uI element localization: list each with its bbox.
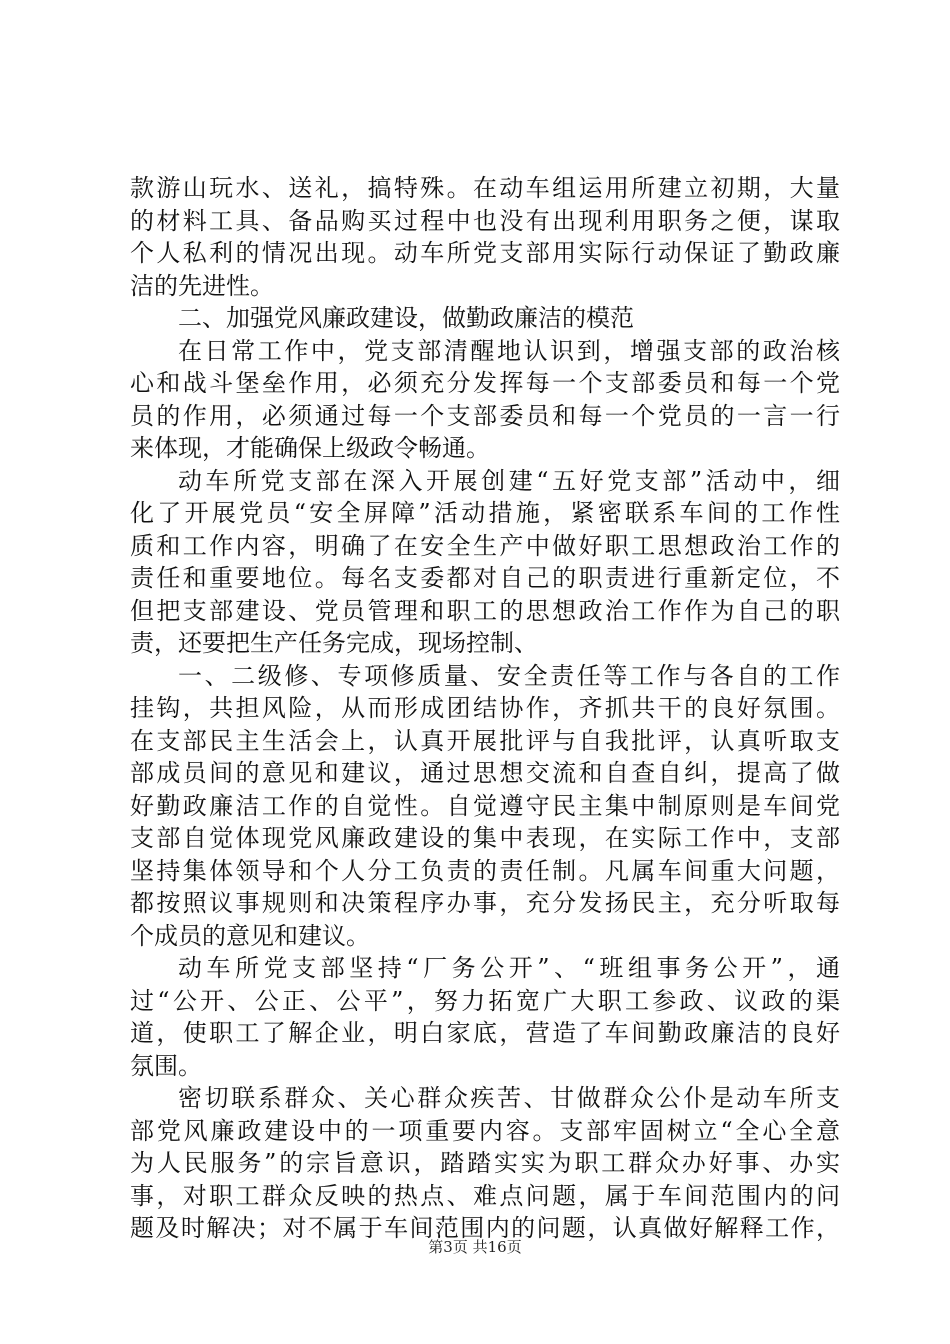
document-body <box>130 172 840 1245</box>
text-line: 责任和重要地位。每名支委都对自己的职责进行重新定位，不 <box>130 564 840 592</box>
text-line: 但把支部建设、党员管理和职工的思想政治工作作为自己的职 <box>130 596 840 625</box>
text-line: 在日常工作中，党支部清醒地认识到，增强支部的政治核 <box>178 336 840 365</box>
text-line: 氛围。 <box>130 1051 202 1080</box>
text-line: 为人民服务”的宗旨意识，踏踏实实为职工群众办好事、办实 <box>130 1149 840 1177</box>
text-line: 质和工作内容，明确了在安全生产中做好职工思想政治工作的 <box>130 531 840 560</box>
text-line: 款游山玩水、送礼，搞特殊。在动车组运用所建立初期，大量 <box>130 174 840 202</box>
text-line: 一、二级修、专项修质量、安全责任等工作与各自的工作 <box>178 661 840 690</box>
text-line: 洁的先进性。 <box>130 271 274 300</box>
text-line: 来体现，才能确保上级政令畅通。 <box>130 434 490 462</box>
text-line: 过“公开、公正、公平”，努力拓宽广大职工参政、议政的渠 <box>130 986 840 1015</box>
text-line: 的材料工具、备品购买过程中也没有出现利用职务之便，谋取 <box>130 206 840 235</box>
text-line: 个成员的意见和建议。 <box>130 921 370 950</box>
page-footer: 第3页 共16页 <box>428 1238 522 1256</box>
text-line: 部成员间的意见和建议，通过思想交流和自查自纠，提高了做 <box>130 759 840 787</box>
text-line: 动车所党支部坚持“厂务公开”、“班组事务公开”，通 <box>178 954 840 982</box>
text-line: 道，使职工了解企业，明白家底，营造了车间勤政廉洁的良好 <box>130 1019 840 1047</box>
text-line: 部党风廉政建设中的一项重要内容。支部牢固树立“全心全意 <box>130 1116 840 1145</box>
text-line: 坚持集体领导和个人分工负责的责任制。凡属车间重大问题， <box>130 856 840 885</box>
text-line: 题及时解决；对不属于车间范围内的问题，认真做好解释工作， <box>130 1214 840 1242</box>
text-line: 二、加强党风廉政建设，做勤政廉洁的模范 <box>178 304 634 332</box>
text-line: 员的作用，必须通过每一个支部委员和每一个党员的一言一行 <box>130 401 840 430</box>
text-line: 心和战斗堡垒作用，必须充分发挥每一个支部委员和每一个党 <box>130 369 840 397</box>
text-line: 好勤政廉洁工作的自觉性。自觉遵守民主集中制原则是车间党 <box>130 791 840 820</box>
text-line: 化了开展党员“安全屏障”活动措施，紧密联系车间的工作性 <box>130 499 840 527</box>
text-line: 动车所党支部在深入开展创建“五好党支部”活动中，细 <box>178 466 840 495</box>
text-line: 挂钩，共担风险，从而形成团结协作，齐抓共干的良好氛围。 <box>130 694 840 722</box>
text-line: 个人私利的情况出现。动车所党支部用实际行动保证了勤政廉 <box>130 239 840 267</box>
text-line: 责，还要把生产任务完成，现场控制、 <box>130 629 538 657</box>
text-line: 在支部民主生活会上，认真开展批评与自我批评，认真听取支 <box>130 726 840 755</box>
text-line: 支部自觉体现党风廉政建设的集中表现，在实际工作中，支部 <box>130 824 840 852</box>
text-line: 都按照议事规则和决策程序办事，充分发扬民主，充分听取每 <box>130 889 840 917</box>
text-line: 事，对职工群众反映的热点、难点问题，属于车间范围内的问 <box>130 1181 840 1210</box>
text-line: 密切联系群众、关心群众疾苦、甘做群众公仆是动车所支 <box>178 1084 840 1112</box>
